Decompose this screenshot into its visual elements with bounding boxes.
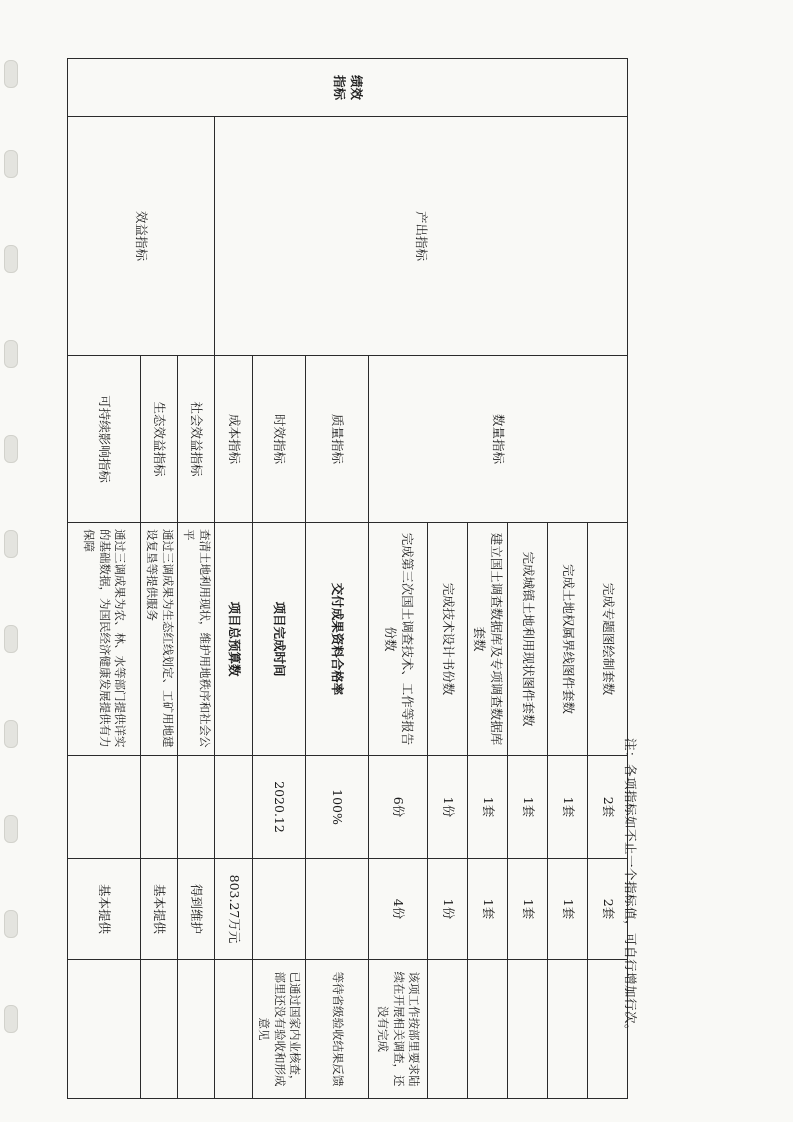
sustainability-indicator-label: 可持续影响指标: [68, 356, 141, 523]
indicator-name: 建立国土调查数据库及专项调查数据库套数: [468, 523, 508, 756]
binder-hole: [4, 815, 18, 843]
indicator-name: 完成第三次国土调查技术、工作等报告份数: [369, 523, 428, 756]
actual-value: [253, 859, 306, 960]
footnote: 注：各项指标如不止一个指标值，可自行增加行次。: [623, 738, 638, 1038]
target-value: 1套: [548, 756, 588, 859]
quantity-indicator-label: 数量指标: [369, 356, 628, 523]
deviation-note: [178, 960, 215, 1099]
actual-value: 1份: [428, 859, 468, 960]
binder-hole: [4, 720, 18, 748]
binder-hole: [4, 910, 18, 938]
social-benefit-label: 社会效益指标: [178, 356, 215, 523]
deviation-note: [508, 960, 548, 1099]
performance-indicator-table: [67, 58, 628, 1099]
binder-hole: [4, 60, 18, 88]
table-row: [178, 59, 215, 1099]
actual-value: 得到维护: [178, 859, 215, 960]
section-label: 绩效 指标: [68, 59, 628, 117]
actual-value: [306, 859, 369, 960]
target-value: 1份: [428, 756, 468, 859]
indicator-name: 完成土地权属界线图件套数: [548, 523, 588, 756]
target-value: [215, 756, 253, 859]
indicator-name: 完成技术设计书份数: [428, 523, 468, 756]
deviation-note: 已通过国家内业核查，部里还没有验收和形成意见: [253, 960, 306, 1099]
indicator-name: 项目总预算数: [215, 523, 253, 756]
actual-value: 2套: [588, 859, 628, 960]
actual-value: 4份: [369, 859, 428, 960]
deviation-note: [141, 960, 178, 1099]
target-value: [141, 756, 178, 859]
cost-indicator-label: 成本指标: [215, 356, 253, 523]
binder-hole: [4, 625, 18, 653]
target-value: 2套: [588, 756, 628, 859]
actual-value: 基本提供: [68, 859, 141, 960]
binder-hole: [4, 150, 18, 178]
target-value: 2020.12: [253, 756, 306, 859]
output-indicator-label: 产出指标: [215, 117, 628, 356]
indicator-name: 通过三调成果为生态红线划定、工矿用地建设复垦等提供服务: [141, 523, 178, 756]
deviation-note: [548, 960, 588, 1099]
indicator-name: 项目完成时间: [253, 523, 306, 756]
deviation-note: [428, 960, 468, 1099]
binder-hole: [4, 530, 18, 558]
performance-table-rotated: [68, 58, 628, 1098]
indicator-name: 通过三调成果为农、林、水等部门提供详实的基础数据，为国民经济健康发展提供有力保障: [68, 523, 141, 756]
actual-value: 1套: [508, 859, 548, 960]
binder-hole: [4, 1005, 18, 1033]
target-value: 6份: [369, 756, 428, 859]
deviation-note: [468, 960, 508, 1099]
indicator-name: 完成专题图绘制套数: [588, 523, 628, 756]
actual-value: 1套: [468, 859, 508, 960]
timeliness-indicator-label: 时效指标: [253, 356, 306, 523]
binder-hole: [4, 340, 18, 368]
indicator-name: 查清土地利用现状，维护用地秩序和社会公平: [178, 523, 215, 756]
binder-hole: [4, 435, 18, 463]
quality-indicator-label: 质量指标: [306, 356, 369, 523]
target-value: [178, 756, 215, 859]
deviation-note: [215, 960, 253, 1099]
binder-hole: [4, 245, 18, 273]
deviation-note: 等待省级验收结果反馈: [306, 960, 369, 1099]
target-value: 1套: [508, 756, 548, 859]
actual-value: 基本提供: [141, 859, 178, 960]
target-value: 100%: [306, 756, 369, 859]
target-value: 1套: [468, 756, 508, 859]
ecological-benefit-label: 生态效益指标: [141, 356, 178, 523]
actual-value: 1套: [548, 859, 588, 960]
indicator-name: 交付成果资料合格率: [306, 523, 369, 756]
deviation-note: 该项工作按部里要求陆续在开展相关调查，还没有完成: [369, 960, 428, 1099]
target-value: [68, 756, 141, 859]
indicator-name: 完成城镇土地利用现状图件套数: [508, 523, 548, 756]
deviation-note: [68, 960, 141, 1099]
actual-value: 803.27万元: [215, 859, 253, 960]
benefit-indicator-label: 效益指标: [68, 117, 215, 356]
